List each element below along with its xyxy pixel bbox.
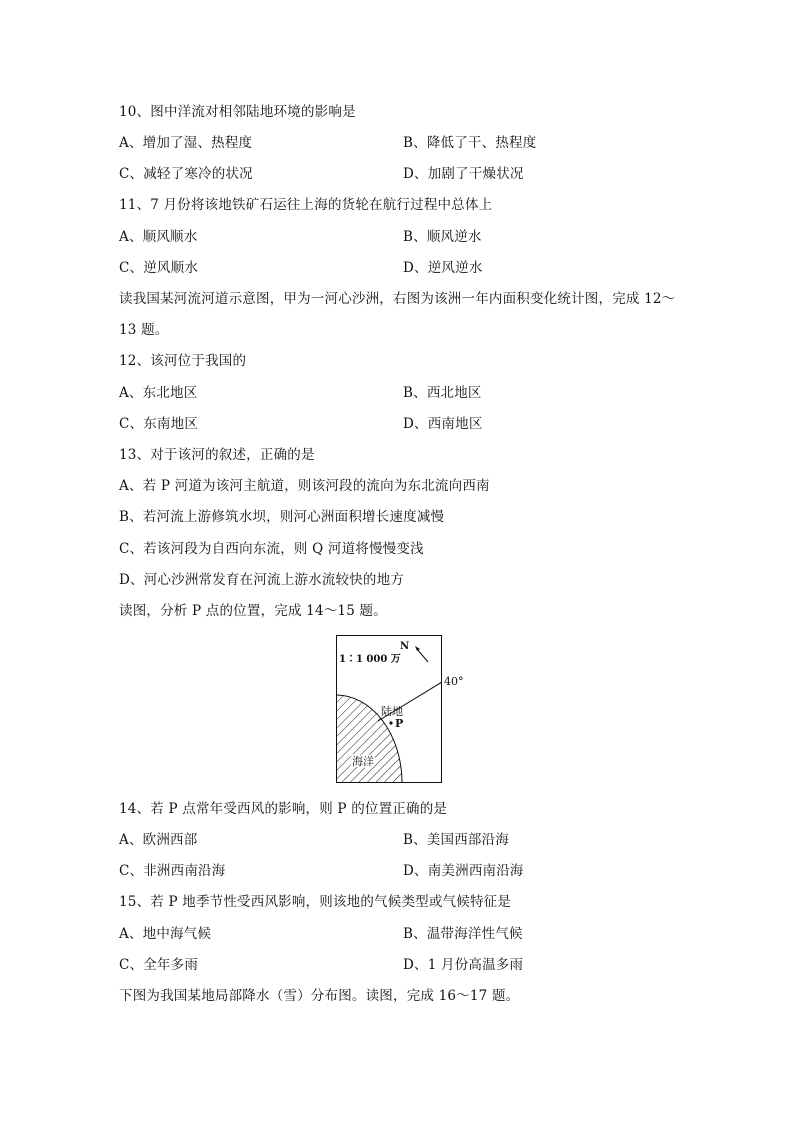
intro-12-13-line2: 13 题。 bbox=[119, 322, 169, 338]
question-11-option-c: C、逆风顺水 bbox=[119, 260, 199, 276]
question-13-option-b: B、若河流上游修筑水坝，则河心洲面积增长速度减慢 bbox=[119, 509, 445, 525]
question-12-stem: 12、该河位于我国的 bbox=[119, 353, 247, 369]
question-10-option-c: C、减轻了寒冷的状况 bbox=[119, 166, 253, 182]
question-12-option-b: B、西北地区 bbox=[403, 385, 482, 401]
question-11-option-b: B、顺风逆水 bbox=[403, 229, 482, 245]
question-10-option-d: D、加剧了干燥状况 bbox=[403, 166, 524, 182]
question-13-option-a: A、若 P 河道为该河主航道，则该河段的流向为东北流向西南 bbox=[119, 478, 490, 494]
question-10-stem: 10、图中洋流对相邻陆地环境的影响是 bbox=[119, 104, 356, 120]
question-15-option-b: B、温带海洋性气候 bbox=[403, 926, 523, 942]
question-11-stem: 11、7 月份将该地铁矿石运往上海的货轮在航行过程中总体上 bbox=[119, 197, 493, 213]
question-13-stem: 13、对于该河的叙述，正确的是 bbox=[119, 447, 315, 463]
intro-14-15: 读图，分析 P 点的位置，完成 14～15 题。 bbox=[119, 603, 387, 619]
north-label: N bbox=[400, 641, 410, 652]
question-14-option-a: A、欧洲西部 bbox=[119, 832, 198, 848]
question-12-option-d: D、西南地区 bbox=[403, 416, 483, 432]
intro-12-13-line1: 读我国某河流河道示意图，甲为一河心沙洲，右图为该洲一年内面积变化统计图，完成 12～ bbox=[119, 291, 676, 307]
point-p-label: P bbox=[395, 717, 404, 730]
question-11-option-d: D、逆风逆水 bbox=[403, 260, 483, 276]
ocean-label: 海洋 bbox=[352, 755, 374, 768]
question-15-option-a: A、地中海气候 bbox=[119, 926, 212, 942]
question-15-option-d: D、1 月份高温多雨 bbox=[403, 957, 524, 973]
intro-16-17: 下图为我国某地局部降水（雪）分布图。读图，完成 16～17 题。 bbox=[119, 988, 520, 1004]
question-15-option-c: C、全年多雨 bbox=[119, 957, 199, 973]
question-14-option-c: C、非洲西南沿海 bbox=[119, 863, 226, 879]
map-figure-svg bbox=[336, 635, 442, 783]
latitude-label: 40° bbox=[444, 675, 464, 688]
question-14-stem: 14、若 P 点常年受西风的影响，则 P 的位置正确的是 bbox=[119, 801, 448, 817]
question-15-stem: 15、若 P 地季节性受西风影响，则该地的气候类型或气候特征是 bbox=[119, 894, 512, 910]
map-figure bbox=[336, 635, 464, 783]
point-p-marker bbox=[389, 721, 392, 724]
land-label: 陆地 bbox=[381, 705, 403, 718]
question-14-option-b: B、美国西部沿海 bbox=[403, 832, 510, 848]
question-12-option-a: A、东北地区 bbox=[119, 385, 198, 401]
question-13-option-c: C、若该河段为自西向东流，则 Q 河道将慢慢变浅 bbox=[119, 541, 424, 557]
question-10-option-a: A、增加了湿、热程度 bbox=[119, 135, 253, 151]
question-13-option-d: D、河心沙洲常发育在河流上游水流较快的地方 bbox=[119, 572, 405, 588]
question-10-option-b: B、降低了干、热程度 bbox=[403, 135, 537, 151]
question-11-option-a: A、顺风顺水 bbox=[119, 229, 198, 245]
scale-label: 1∶1 000 万 bbox=[339, 654, 401, 665]
question-14-option-d: D、南美洲西南沿海 bbox=[403, 863, 524, 879]
question-12-option-c: C、东南地区 bbox=[119, 416, 199, 432]
